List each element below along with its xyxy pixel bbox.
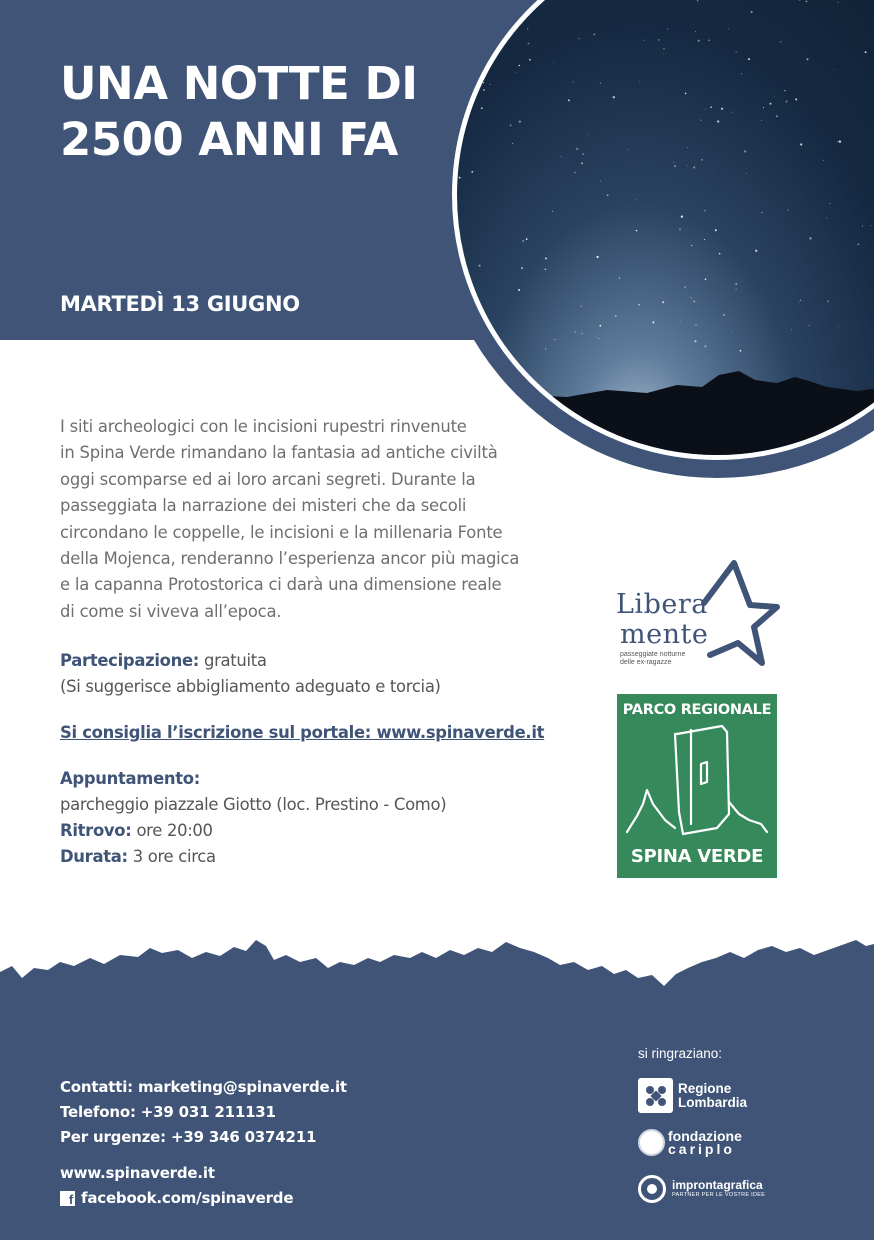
description-line: e la capanna Protostorica ci darà una dimensione reale [60, 575, 502, 595]
description-line: in Spina Verde rimandano la fantasia ad antiche civiltà [60, 443, 498, 463]
title-line-1: UNA NOTTE DI [60, 57, 418, 110]
improntagrafica-tagline: PARTNER PER LE VOSTRE IDEE [672, 1192, 766, 1198]
libera-subtitle-1: passeggiate notturne [620, 651, 686, 658]
facebook-icon: f [60, 1191, 75, 1206]
fondazione-cariplo-logo [638, 1129, 742, 1156]
event-date: MARTEDÌ 13 GIUGNO [60, 292, 300, 316]
contact-urgent-phone[interactable]: Per urgenze: +39 346 0374211 [60, 1128, 317, 1146]
participation-value: gratuita [203, 651, 267, 670]
gathering-value: ore 20:00 [136, 821, 213, 840]
description-line: di come si viveva all’epoca. [60, 601, 282, 621]
parco-title: PARCO REGIONALE [622, 702, 772, 718]
registration-link[interactable]: Si consiglia l’iscrizione sul portale: www.spinaverde.it [60, 723, 545, 742]
improntagrafica-logo [638, 1175, 765, 1203]
contact-phone[interactable]: Telefono: +39 031 211131 [60, 1103, 276, 1121]
description-line: della Mojenca, renderanno l’esperienza ancor più magica [60, 549, 520, 569]
mente-word: mente [620, 619, 709, 650]
facebook-link[interactable] [60, 1186, 293, 1211]
description-line: oggi scomparse ed ai loro arcani segreti. Durante la [60, 469, 476, 489]
meeting-label: Appuntamento: [60, 769, 200, 788]
title-line-2: 2500 ANNI FA [60, 113, 398, 166]
improntagrafica-icon [638, 1175, 666, 1203]
fondazione-line-1: fondazione [668, 1127, 742, 1144]
participation-label: Partecipazione: [60, 651, 200, 670]
description-line: I siti archeologici con le incisioni rupestri rinvenute [60, 417, 467, 436]
libera-subtitle-2: delle ex-ragazze [620, 659, 672, 666]
facebook-url: facebook.com/spinaverde [81, 1189, 294, 1207]
regione-lombardia-icon [638, 1078, 673, 1113]
cariplo-seal-icon [638, 1129, 665, 1156]
fondazione-line-2: cariplo [668, 1140, 735, 1157]
description-line: passeggiata la narrazione dei misteri che da secoli [60, 496, 467, 516]
parco-name: SPINA VERDE [630, 846, 764, 867]
gathering-label: Ritrovo: [60, 821, 132, 840]
regione-line-2: Lombardia [678, 1094, 748, 1110]
duration-value: 3 ore circa [132, 847, 216, 866]
website-link[interactable]: www.spinaverde.it [60, 1164, 215, 1182]
duration-label: Durata: [60, 847, 128, 866]
meeting-value: parcheggio piazzale Giotto (loc. Prestino - Como) [60, 795, 447, 814]
web-block [60, 1161, 293, 1211]
regione-lombardia-logo [638, 1078, 747, 1113]
thanks-label: si ringraziano: [638, 1046, 723, 1061]
improntagrafica-name: improntagrafica [672, 1178, 763, 1192]
participation-note: (Si suggerisce abbigliamento adeguato e torcia) [60, 677, 441, 696]
libera-word: Libera [616, 589, 708, 620]
contact-email[interactable]: Contatti: marketing@spinaverde.it [60, 1078, 347, 1096]
contacts-block [60, 1075, 347, 1150]
regione-line-1: Regione [678, 1080, 732, 1096]
description-line: circondano le coppelle, le incisioni e la millenaria Fonte [60, 522, 503, 542]
